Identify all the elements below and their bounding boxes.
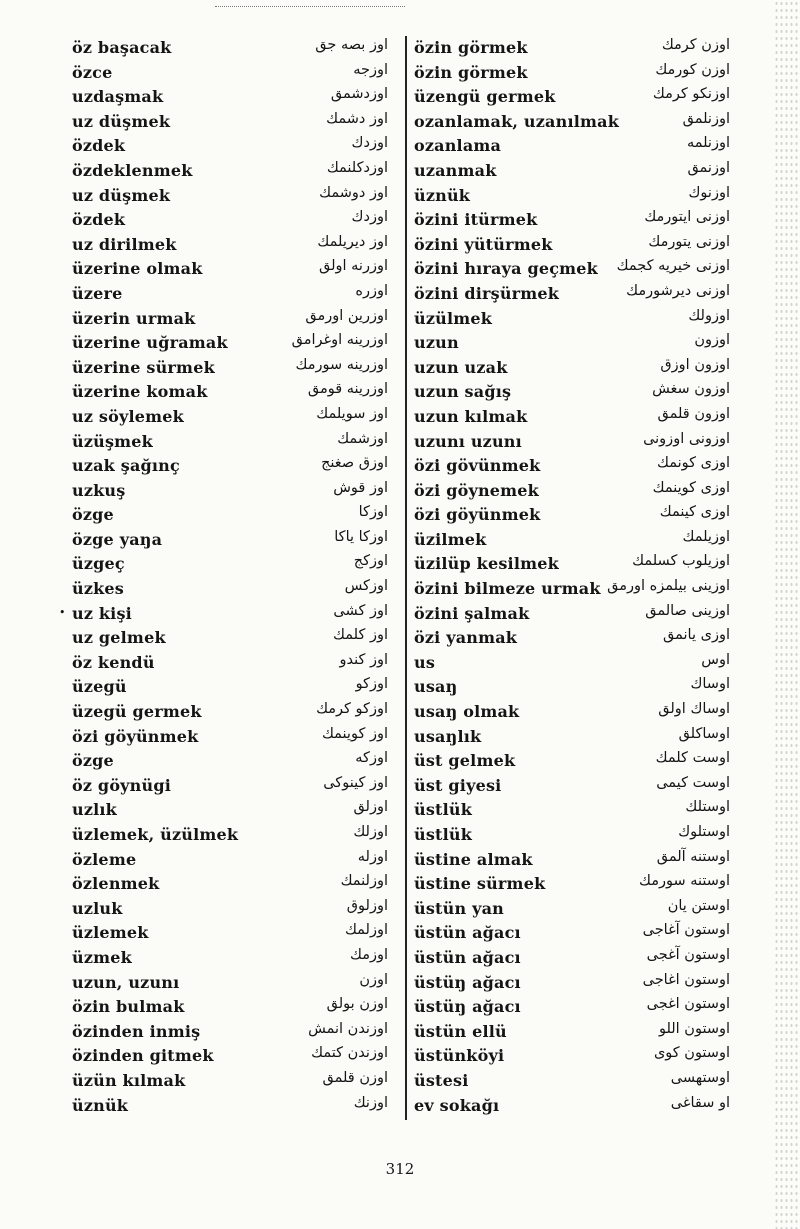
entry-headword: üstün ağacı xyxy=(414,923,521,943)
entry-arabic-script: اوزكج xyxy=(353,553,388,570)
entry-headword: üstlük xyxy=(414,800,473,820)
dictionary-entry xyxy=(412,897,730,922)
entry-headword: özini hıraya geçmek xyxy=(414,259,598,279)
dictionary-entry xyxy=(72,528,394,553)
dictionary-entry xyxy=(72,503,394,528)
dictionary-entry xyxy=(72,1020,394,1045)
dictionary-entry xyxy=(412,971,730,996)
entry-arabic-script: اوزندن كتمك xyxy=(311,1045,388,1062)
entry-headword: usaŋ xyxy=(414,677,458,697)
dictionary-entry xyxy=(412,848,730,873)
dictionary-entry xyxy=(412,159,730,184)
entry-arabic-script: اوز كوينمك xyxy=(321,725,388,742)
dictionary-entry xyxy=(72,85,394,110)
entry-headword: üzegü xyxy=(72,677,127,697)
dictionary-entry xyxy=(412,479,730,504)
dictionary-entry xyxy=(72,307,394,332)
entry-arabic-script: او سقاغى xyxy=(670,1094,730,1111)
dictionary-entry xyxy=(72,651,394,676)
dictionary-entry xyxy=(72,971,394,996)
entry-headword: ozanlamak, uzanılmak xyxy=(414,111,619,131)
entry-arabic-script: اوزنك xyxy=(353,1094,388,1111)
entry-headword: uz düşmek xyxy=(72,111,171,131)
dictionary-entry xyxy=(72,1094,394,1119)
entry-headword: özini itürmek xyxy=(414,210,538,230)
entry-headword: üstlük xyxy=(414,825,473,844)
entry-arabic-script: اوستنه آلمق xyxy=(656,848,730,865)
dictionary-entry xyxy=(412,700,730,725)
entry-headword: özini şalmak xyxy=(414,603,530,623)
dictionary-entry xyxy=(72,872,394,897)
entry-arabic-script: اوزينى صالمق xyxy=(645,602,730,619)
entry-headword: üzgeç xyxy=(72,554,125,574)
entry-arabic-script: اوستهسى xyxy=(670,1069,730,1086)
dictionary-entry xyxy=(72,921,394,946)
dictionary-entry xyxy=(412,823,730,848)
entry-headword: usaŋ olmak xyxy=(414,702,520,722)
entry-arabic-script: اوز كلمك xyxy=(333,627,388,644)
entry-headword: özinden gitmek xyxy=(72,1046,214,1066)
entry-headword: özin bulmak xyxy=(72,997,185,1017)
dictionary-entry xyxy=(72,798,394,823)
entry-headword: üzmek xyxy=(72,947,132,967)
left-column xyxy=(59,36,394,1118)
entry-arabic-script: اوزكس xyxy=(344,578,388,595)
top-rule xyxy=(215,6,405,7)
entry-headword: özge yaŋa xyxy=(72,529,163,549)
entry-headword: özini dirşürmek xyxy=(414,283,560,303)
entry-headword: üzün kılmak xyxy=(72,1070,186,1090)
dictionary-entry xyxy=(412,946,730,971)
dictionary-entry xyxy=(412,430,730,455)
entry-arabic-script: اوستون اغجى xyxy=(646,996,730,1013)
entry-headword: üzere xyxy=(72,283,123,303)
dictionary-entry xyxy=(72,823,394,848)
dictionary-entry xyxy=(412,184,730,209)
entry-headword: uz gelmek xyxy=(72,628,166,648)
entry-arabic-script: اوزدك xyxy=(351,135,388,152)
entry-headword: üstün yan xyxy=(414,898,504,918)
entry-headword: uz dirilmek xyxy=(72,234,177,254)
entry-headword: özin görmek xyxy=(414,62,528,82)
dictionary-entry xyxy=(72,626,394,651)
dictionary-entry xyxy=(412,405,730,430)
entry-headword: özi göynemek xyxy=(414,480,539,500)
dictionary-entry xyxy=(412,995,730,1020)
entry-arabic-script: اوزرنه اولق xyxy=(319,258,388,275)
entry-arabic-script: اوزنمق xyxy=(687,159,730,176)
dictionary-entry xyxy=(412,307,730,332)
entry-arabic-script: اوزق صغنج xyxy=(321,455,388,472)
dictionary-entry xyxy=(412,208,730,233)
dictionary-entry xyxy=(72,110,394,135)
dictionary-entry xyxy=(72,897,394,922)
entry-headword: uzun, uzunı xyxy=(72,972,180,992)
dictionary-entry xyxy=(412,749,730,774)
dictionary-entry xyxy=(59,602,394,627)
entry-headword: üzerine uğramak xyxy=(72,333,228,353)
scan-edge xyxy=(774,0,800,1229)
dictionary-entry xyxy=(412,110,730,135)
entry-arabic-script: اوزون xyxy=(694,332,730,349)
dictionary-entry xyxy=(412,61,730,86)
dictionary-entry xyxy=(72,233,394,258)
dictionary-entry xyxy=(412,454,730,479)
entry-arabic-script: اوزن كورمك xyxy=(655,61,730,78)
entry-headword: uzkuş xyxy=(72,480,126,500)
margin-marker: • xyxy=(59,605,66,619)
entry-headword: uz söylemek xyxy=(72,406,184,426)
entry-arabic-script: اوزن xyxy=(359,971,388,988)
entry-headword: üstün ağacı xyxy=(414,947,521,967)
entry-headword: üznük xyxy=(72,1095,129,1115)
entry-arabic-script: اوساك xyxy=(690,676,730,693)
entry-headword: uz kişi xyxy=(72,603,132,623)
entry-headword: özdek xyxy=(72,210,126,230)
entry-headword: üst giyesi xyxy=(414,775,502,795)
dictionary-entry xyxy=(412,282,730,307)
dictionary-entry xyxy=(72,405,394,430)
entry-headword: üznük xyxy=(414,185,471,205)
entry-arabic-script: اوزكو xyxy=(355,676,388,693)
entry-headword: uzdaşmak xyxy=(72,87,164,107)
entry-headword: üstünköyi xyxy=(414,1046,505,1066)
entry-arabic-script: اوزلمك xyxy=(344,922,388,939)
entry-headword: üzegü germek xyxy=(72,702,202,722)
entry-headword: üzerine olmak xyxy=(72,259,203,279)
entry-arabic-script: اوزنلمه xyxy=(686,135,730,152)
dictionary-entry xyxy=(412,774,730,799)
entry-arabic-script: اوز دشمك xyxy=(326,110,388,127)
dictionary-entry xyxy=(412,134,730,159)
entry-arabic-script: اوز كشى xyxy=(333,602,388,619)
dictionary-entry xyxy=(72,454,394,479)
entry-arabic-script: اوزنوك xyxy=(688,184,730,201)
entry-arabic-script: اوزنى يتورمك xyxy=(648,233,730,250)
entry-arabic-script: اوزكا xyxy=(358,504,388,521)
entry-arabic-script: اوستون آغجى xyxy=(646,946,730,963)
entry-arabic-script: اوزرينه اوغرامق xyxy=(291,332,388,349)
entry-headword: özdek xyxy=(72,136,126,156)
entry-headword: üzilüp kesilmek xyxy=(414,554,559,574)
entry-arabic-script: اوستنه سورمك xyxy=(639,873,730,890)
dictionary-entry xyxy=(412,503,730,528)
entry-headword: özleme xyxy=(72,849,137,869)
entry-arabic-script: اوزون سغش xyxy=(652,381,730,398)
dictionary-entry xyxy=(72,282,394,307)
entry-arabic-script: اوس xyxy=(701,651,730,668)
dictionary-entry xyxy=(72,946,394,971)
entry-arabic-script: اوزله xyxy=(357,848,388,865)
entry-headword: özi göyünmek xyxy=(72,726,199,746)
entry-headword: üzerine sürmek xyxy=(72,357,215,377)
entry-arabic-script: اوزشمك xyxy=(337,430,388,447)
dictionary-entry xyxy=(72,749,394,774)
entry-headword: üzengü germek xyxy=(414,87,556,107)
entry-headword: özdeklenmek xyxy=(72,160,193,180)
entry-arabic-script: اوزونى اوزونى xyxy=(643,430,730,447)
entry-arabic-script: اوز كندو xyxy=(339,651,388,668)
entry-headword: üstüŋ ağacı xyxy=(414,972,521,992)
entry-headword: ev sokağı xyxy=(414,1095,500,1115)
dictionary-entry xyxy=(72,61,394,86)
entry-arabic-script: اوزى كونمك xyxy=(656,455,730,472)
entry-arabic-script: اوساكلق xyxy=(678,725,730,742)
entry-arabic-script: اوزن كرمك xyxy=(661,37,730,53)
entry-arabic-script: اوز قوش xyxy=(333,479,388,496)
entry-arabic-script: اوستون اللو xyxy=(658,1020,730,1037)
dictionary-entry xyxy=(72,356,394,381)
dictionary-entry xyxy=(412,798,730,823)
entry-headword: özlenmek xyxy=(72,874,160,894)
dictionary-entry xyxy=(412,675,730,700)
dictionary-entry xyxy=(72,257,394,282)
dictionary-entry xyxy=(72,1069,394,1094)
entry-headword: üstüŋ ağacı xyxy=(414,997,521,1017)
dictionary-entry xyxy=(412,380,730,405)
entry-arabic-script: اوزندن انمش xyxy=(308,1020,388,1037)
entry-arabic-script: اوزلنمك xyxy=(340,873,388,890)
entry-arabic-script: اوزى كوينمك xyxy=(652,479,730,496)
entry-arabic-script: اوستون آغاجى xyxy=(642,922,730,939)
entry-headword: üstün ellü xyxy=(414,1021,507,1041)
entry-arabic-script: اوزنكو كرمك xyxy=(652,86,730,103)
dictionary-entry xyxy=(72,134,394,159)
dictionary-entry xyxy=(412,602,730,627)
entry-headword: özge xyxy=(72,505,114,525)
entry-arabic-script: اوزيلمك xyxy=(682,528,730,545)
dictionary-entry xyxy=(72,675,394,700)
dictionary-entry xyxy=(72,774,394,799)
entry-headword: uzun xyxy=(414,333,459,353)
entry-headword: üstesi xyxy=(414,1070,469,1090)
entry-headword: uzlık xyxy=(72,800,117,820)
entry-arabic-script: اوزرينه قومق xyxy=(307,381,388,398)
entry-headword: üzilmek xyxy=(414,529,487,549)
dictionary-entry xyxy=(412,331,730,356)
dictionary-entry xyxy=(72,380,394,405)
entry-headword: uzun kılmak xyxy=(414,406,528,426)
entry-headword: uzak şağınç xyxy=(72,456,180,476)
dictionary-entry xyxy=(72,725,394,750)
entry-headword: özi yanmak xyxy=(414,628,518,648)
entry-arabic-script: اوزمك xyxy=(349,946,388,963)
entry-headword: üstine sürmek xyxy=(414,874,546,894)
entry-headword: özi göyünmek xyxy=(414,505,541,525)
entry-arabic-script: اوزكه xyxy=(355,750,388,767)
entry-headword: uz düşmek xyxy=(72,185,171,205)
entry-arabic-script: اوزلوق xyxy=(346,897,388,914)
entry-arabic-script: اوزنى ايتورمك xyxy=(644,209,730,226)
dictionary-entry xyxy=(72,331,394,356)
entry-arabic-script: اوزرين اورمق xyxy=(305,307,388,324)
entry-arabic-script: اوساك اولق xyxy=(658,701,730,718)
entry-headword: uzun uzak xyxy=(414,357,508,377)
entry-arabic-script: اوستون اغاجى xyxy=(642,971,730,988)
dictionary-entry xyxy=(72,208,394,233)
entry-headword: uzunı uzunı xyxy=(414,431,522,451)
dictionary-entry xyxy=(72,430,394,455)
dictionary-entry xyxy=(412,651,730,676)
entry-arabic-script: اوزدك xyxy=(351,209,388,226)
dictionary-entry xyxy=(412,552,730,577)
entry-arabic-script: اوست كلمك xyxy=(655,750,730,767)
dictionary-entry xyxy=(72,1044,394,1069)
page-number: 312 xyxy=(385,1160,415,1178)
entry-headword: öz göynügi xyxy=(72,775,172,795)
entry-arabic-script: اوز بصه جق xyxy=(315,37,388,53)
entry-arabic-script: اوزدكلنمك xyxy=(326,159,388,176)
entry-headword: üzüşmek xyxy=(72,431,153,451)
entry-headword: özinden inmiş xyxy=(72,1021,201,1041)
entry-arabic-script: اوزيلوب كسلمك xyxy=(632,553,730,570)
entry-headword: üzlemek, üzülmek xyxy=(72,825,239,844)
entry-headword: özge xyxy=(72,751,114,771)
dictionary-entry xyxy=(412,872,730,897)
entry-arabic-script: اوزون قلمق xyxy=(657,405,730,422)
right-column xyxy=(412,36,730,1118)
entry-arabic-script: اوزن بولق xyxy=(326,996,388,1013)
entry-headword: üzlemek xyxy=(72,923,149,943)
entry-arabic-script: اوزجه xyxy=(353,61,388,78)
dictionary-entry xyxy=(72,995,394,1020)
entry-arabic-script: اوزنى خيريه كجمك xyxy=(616,258,730,275)
entry-headword: üzkes xyxy=(72,579,124,599)
dictionary-entry xyxy=(72,848,394,873)
entry-arabic-script: اوستلوك xyxy=(678,824,730,840)
dictionary-entry xyxy=(412,257,730,282)
dictionary-entry xyxy=(72,36,394,61)
dictionary-entry xyxy=(72,479,394,504)
entry-headword: özini yütürmek xyxy=(414,234,553,254)
entry-headword: uzun sağış xyxy=(414,382,512,402)
entry-headword: özin görmek xyxy=(414,38,528,57)
dictionary-entry xyxy=(412,1020,730,1045)
dictionary-entry xyxy=(412,1094,730,1119)
entry-arabic-script: اوزكو كرمك xyxy=(316,701,388,718)
entry-arabic-script: اوز دوشمك xyxy=(319,184,388,201)
dictionary-entry xyxy=(412,528,730,553)
dictionary-entry xyxy=(72,552,394,577)
entry-arabic-script: اوزكا ياكا xyxy=(334,528,388,545)
entry-arabic-script: اوستون كوى xyxy=(653,1045,730,1062)
entry-headword: üstine almak xyxy=(414,849,533,869)
entry-arabic-script: اوز ديريلمك xyxy=(317,233,388,250)
dictionary-entry xyxy=(412,85,730,110)
entry-arabic-script: اوزن قلمق xyxy=(322,1069,388,1086)
entry-arabic-script: اوزنى ديرشورمك xyxy=(626,282,730,299)
entry-headword: uzluk xyxy=(72,898,123,918)
entry-arabic-script: اوز كينوكى xyxy=(323,774,388,791)
entry-headword: öz kendü xyxy=(72,652,155,672)
entry-headword: usaŋlık xyxy=(414,726,482,746)
entry-arabic-script: اوزره xyxy=(355,282,388,299)
dictionary-entry xyxy=(412,356,730,381)
entry-arabic-script: اوزلق xyxy=(353,799,388,816)
dictionary-entry xyxy=(412,577,730,602)
entry-arabic-script: اوزلك xyxy=(353,824,388,840)
entry-arabic-script: اوستلك xyxy=(685,799,730,816)
dictionary-entry xyxy=(412,921,730,946)
entry-headword: üzerin urmak xyxy=(72,308,196,328)
entry-arabic-script: اوزون اوزق xyxy=(660,356,730,373)
dictionary-entry xyxy=(412,626,730,651)
entry-headword: üzülmek xyxy=(414,308,493,328)
dictionary-entry xyxy=(412,1044,730,1069)
column-divider xyxy=(405,36,407,1120)
entry-arabic-script: اوزرينه سورمك xyxy=(295,356,388,373)
dictionary-entry xyxy=(72,184,394,209)
entry-headword: özi gövünmek xyxy=(414,456,541,476)
entry-headword: uzanmak xyxy=(414,160,497,180)
dictionary-entry xyxy=(412,36,730,61)
entry-arabic-script: اوست كيمى xyxy=(656,774,730,791)
entry-headword: üzerine komak xyxy=(72,382,208,402)
entry-headword: özce xyxy=(72,62,113,82)
dictionary-entry xyxy=(72,159,394,184)
entry-arabic-script: اوزينى بيلمزه اورمق xyxy=(607,578,730,595)
entry-arabic-script: اوزى كينمك xyxy=(659,504,730,521)
dictionary-entry xyxy=(412,1069,730,1094)
entry-headword: özini bilmeze urmak xyxy=(414,579,601,599)
entry-arabic-script: اوزولك xyxy=(688,307,730,324)
entry-headword: üst gelmek xyxy=(414,751,516,771)
entry-headword: ozanlama xyxy=(414,136,502,156)
dictionary-entry xyxy=(412,725,730,750)
dictionary-entry xyxy=(72,700,394,725)
entry-arabic-script: اوز سويلمك xyxy=(316,405,388,422)
dictionary-entry xyxy=(412,233,730,258)
entry-arabic-script: اوزنلمق xyxy=(682,110,730,127)
entry-arabic-script: اوزدشمق xyxy=(330,86,388,103)
entry-headword: us xyxy=(414,652,436,672)
entry-arabic-script: اوزى يانمق xyxy=(663,627,730,644)
entry-arabic-script: اوستن يان xyxy=(667,897,730,914)
dictionary-entry xyxy=(72,577,394,602)
entry-headword: öz başacak xyxy=(72,38,172,57)
